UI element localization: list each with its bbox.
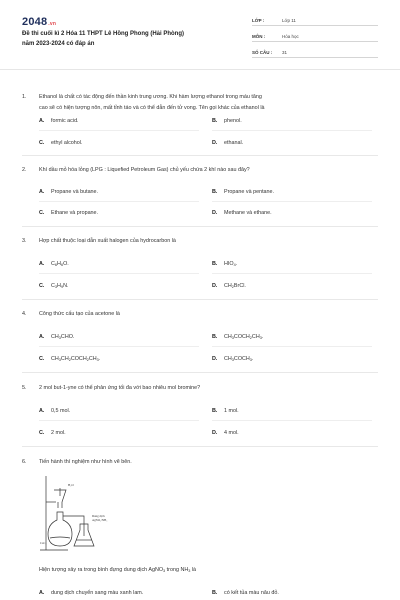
question-text: Hiện tượng xảy ra trong bình đựng dung dịch AgNO$_3$ trong $NH_3$ là xyxy=(39,567,197,573)
question-number: 4. xyxy=(22,311,27,317)
question-divider xyxy=(22,226,378,227)
option-a[interactable]: A. dung dịch chuyển sang màu xanh lam. xyxy=(39,590,144,596)
question-text: Tiến hành thí nghiệm như hình vẽ bên. xyxy=(39,459,132,465)
option-b[interactable]: B. có kết tủa màu nâu đỏ. xyxy=(212,590,279,596)
label-water: H₂O xyxy=(68,483,74,487)
option-separator xyxy=(212,130,372,131)
option-c[interactable]: C. $CH_3CH_2COCH_2CH_3$. xyxy=(39,356,101,362)
option-separator xyxy=(39,420,199,421)
label-solid: CaC₂ xyxy=(40,541,47,545)
option-c[interactable]: C. 2 mol. xyxy=(39,430,66,436)
question-divider xyxy=(22,372,378,373)
meta-subject: MÔN : Hóa học xyxy=(252,30,378,42)
question-number: 2. xyxy=(22,167,27,173)
option-d[interactable]: D. ethanal. xyxy=(212,140,244,146)
option-c[interactable]: C. $C_3H_9N$. xyxy=(39,283,69,289)
meta-grade: LỚP : Lớp 11 xyxy=(252,14,378,26)
exam-title-line1: Đề thi cuối kì 2 Hóa 11 THPT Lê Hồng Phong (Hải Phòng) xyxy=(22,31,185,37)
option-separator xyxy=(212,346,372,347)
question-number: 5. xyxy=(22,385,27,391)
option-separator xyxy=(39,273,199,274)
option-c[interactable]: C. ethyl alcohol. xyxy=(39,140,83,146)
question-text: Công thức cấu tạo của acetone là xyxy=(39,311,120,317)
question-text: 2 mol but-1-yne có thể phản ứng tối đa với bao nhiêu mol bromine? xyxy=(39,385,201,391)
option-d[interactable]: D. $CH_2BrCl$. xyxy=(212,283,246,289)
option-a[interactable]: A. Propane và butane. xyxy=(39,189,99,195)
lab-apparatus-figure xyxy=(38,474,118,554)
exam-title-line2: năm 2023-2024 có đáp án xyxy=(22,41,95,47)
option-separator xyxy=(39,346,199,347)
question-divider xyxy=(22,446,378,447)
question-text: Hợp chất thuộc loại dẫn xuất halogen của hydrocarbon là xyxy=(39,238,176,244)
option-d[interactable]: D. $CH_3COCH_3$. xyxy=(212,356,254,362)
option-d[interactable]: D. Methane và ethane. xyxy=(212,210,272,216)
meta-question-count: SỐ CÂU : 31 xyxy=(252,46,378,58)
option-b[interactable]: B. $CH_3COCH_2CH_3$. xyxy=(212,334,264,340)
label-solution-1: Dung dịch xyxy=(92,514,105,518)
option-separator xyxy=(39,201,199,202)
question-text: Ethanol là chất có tác động đến thần kinh trung ương. Khi hàm lượng ethanol trong máu tăng cao sẽ có hiện tượng nôn, mất tỉnh táo và có thể dẫn đến tử vong. Tên gọi khác của ethanol là xyxy=(39,94,265,111)
question-divider xyxy=(22,155,378,156)
option-a[interactable]: A. formic acid. xyxy=(39,118,79,124)
page-header xyxy=(0,0,400,70)
option-separator xyxy=(212,273,372,274)
site-logo[interactable]: 2048.vn xyxy=(22,16,57,28)
option-a[interactable]: A. $C_6H_6O$. xyxy=(39,261,69,267)
header-divider xyxy=(0,69,400,70)
option-b[interactable]: B. $HIO_4$. xyxy=(212,261,238,267)
option-separator xyxy=(212,420,372,421)
option-a[interactable]: A. 0,5 mol. xyxy=(39,408,71,414)
option-separator xyxy=(212,201,372,202)
reaction-flask xyxy=(48,512,72,546)
option-separator xyxy=(39,130,199,131)
option-c[interactable]: C. Ethane và propane. xyxy=(39,210,99,216)
question-divider xyxy=(22,299,378,300)
option-a[interactable]: A. $CH_3CHO$. xyxy=(39,334,75,340)
option-b[interactable]: B. phenol. xyxy=(212,118,242,124)
option-b[interactable]: B. Propane và pentane. xyxy=(212,189,275,195)
option-b[interactable]: B. 1 mol. xyxy=(212,408,239,414)
option-d[interactable]: D. 4 mol. xyxy=(212,430,239,436)
question-text: Khí dầu mỏ hóa lỏng (LPG : Liquefied Petroleum Gas) chủ yếu chứa 2 khí nào sau đây? xyxy=(39,167,250,173)
question-number: 1. xyxy=(22,94,27,100)
delivery-tube xyxy=(63,516,84,536)
label-solution-2: AgNO₃/NH₃ xyxy=(92,518,108,522)
question-number: 3. xyxy=(22,238,27,244)
question-number: 6. xyxy=(22,459,27,465)
